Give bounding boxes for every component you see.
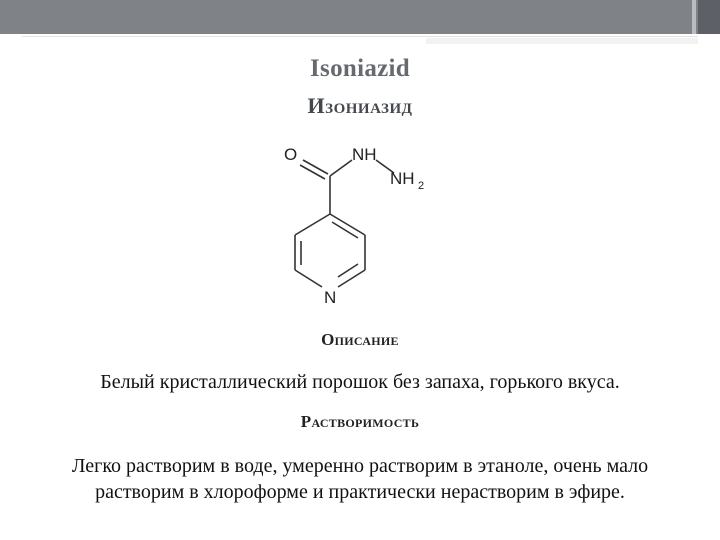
atom-nh2: NH <box>390 169 415 188</box>
description-heading: Описание <box>321 330 399 349</box>
ring-double-1 <box>332 222 358 238</box>
solubility-heading: Растворимость <box>300 412 420 431</box>
structure-bonds <box>295 160 394 287</box>
atom-oxygen: O <box>284 145 298 164</box>
top-decorative-bar <box>0 0 720 34</box>
bond-c-nh <box>330 160 352 176</box>
solubility-line-2: растворим в хлороформе и практически нерастворим в эфире. <box>95 481 625 503</box>
isoniazid-structure-diagram <box>260 138 460 310</box>
solubility-text <box>0 453 720 505</box>
ring-bond-4 <box>295 270 322 287</box>
ring-double-2 <box>338 264 358 277</box>
solubility-line-1: Легко растворим в воде, умеренно растворим в этаноле, очень мало <box>71 455 649 477</box>
bond-c-o-1 <box>303 160 328 174</box>
ring-bond-3 <box>338 270 365 287</box>
slide-title: Isoniazid <box>310 55 410 82</box>
bond-c-o-2 <box>300 165 325 179</box>
slide-subtitle: Изониазид <box>307 93 413 118</box>
atom-nh: NH <box>352 145 377 164</box>
ring-bond-6 <box>295 214 330 235</box>
header-rule <box>22 36 698 37</box>
description-text: Белый кристаллический порошок без запаха, горького вкуса. <box>100 371 620 393</box>
header-rule-accent <box>426 38 698 44</box>
atom-nitrogen: N <box>324 288 337 307</box>
top-bar-corner <box>698 0 720 34</box>
top-bar-stripe <box>692 0 696 34</box>
atom-nh2-subscript: 2 <box>418 180 425 192</box>
